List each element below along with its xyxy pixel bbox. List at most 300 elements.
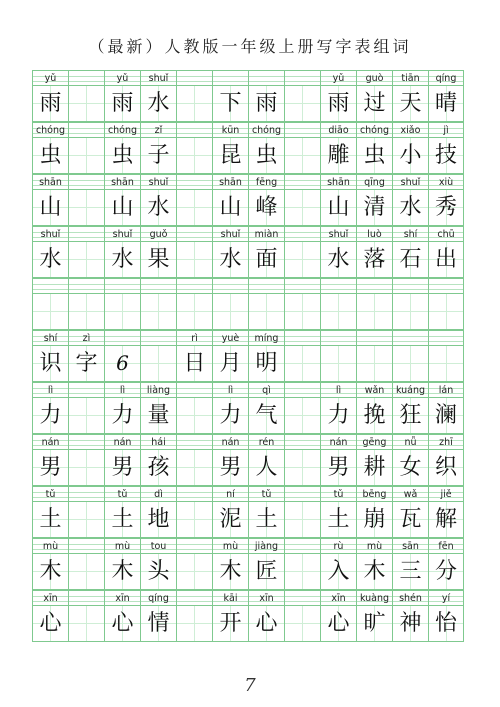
- pinyin-cell: rù: [320, 538, 356, 554]
- character-cell: 心: [248, 606, 284, 642]
- character-cell: 情: [140, 606, 176, 642]
- character-line: [32, 450, 464, 486]
- character-cell: 下: [212, 86, 248, 122]
- pinyin-cell: luò: [356, 226, 392, 242]
- grid-row: [32, 538, 464, 590]
- pinyin-cell: kuàng: [356, 590, 392, 606]
- character-line: [32, 346, 464, 382]
- character-cell: 虫: [356, 138, 392, 174]
- pinyin-cell: yí: [428, 590, 464, 606]
- character-cell: 木: [32, 554, 68, 590]
- character-cell: 果: [140, 242, 176, 278]
- grid-row: [32, 70, 464, 122]
- grid-row: [32, 590, 464, 642]
- pinyin-cell: [68, 122, 104, 138]
- character-cell: 山: [212, 190, 248, 226]
- character-cell: [176, 450, 212, 486]
- character-cell: [176, 86, 212, 122]
- character-cell: [320, 346, 356, 382]
- pinyin-cell: xiǎo: [392, 122, 428, 138]
- pinyin-cell: shén: [392, 590, 428, 606]
- character-cell: 织: [428, 450, 464, 486]
- character-cell: 心: [320, 606, 356, 642]
- character-cell: [356, 294, 392, 330]
- pinyin-cell: [248, 70, 284, 86]
- pinyin-cell: jiě: [428, 486, 464, 502]
- pinyin-cell: guò: [356, 70, 392, 86]
- character-cell: 虫: [32, 138, 68, 174]
- pinyin-cell: [284, 122, 320, 138]
- pinyin-cell: yǔ: [32, 70, 68, 86]
- pinyin-cell: [68, 278, 104, 294]
- character-cell: [248, 294, 284, 330]
- pinyin-cell: [284, 330, 320, 346]
- pinyin-cell: [284, 538, 320, 554]
- pinyin-cell: [212, 278, 248, 294]
- character-line: [32, 554, 464, 590]
- character-cell: [212, 294, 248, 330]
- pinyin-cell: shān: [32, 174, 68, 190]
- pinyin-cell: [68, 226, 104, 242]
- character-cell: 男: [104, 450, 140, 486]
- pinyin-line: [32, 174, 464, 190]
- pinyin-cell: shān: [320, 174, 356, 190]
- character-cell: [32, 294, 68, 330]
- pinyin-cell: tǔ: [104, 486, 140, 502]
- character-cell: 土: [320, 502, 356, 538]
- pinyin-cell: [284, 278, 320, 294]
- character-cell: 狂: [392, 398, 428, 434]
- pinyin-cell: sān: [392, 538, 428, 554]
- pinyin-line: [32, 486, 464, 502]
- character-cell: 神: [392, 606, 428, 642]
- pinyin-line: [32, 590, 464, 606]
- character-cell: [176, 502, 212, 538]
- pinyin-cell: [428, 330, 464, 346]
- character-line: [32, 242, 464, 278]
- pinyin-cell: xīn: [248, 590, 284, 606]
- pinyin-cell: lì: [320, 382, 356, 398]
- character-cell: 水: [392, 190, 428, 226]
- character-cell: [68, 138, 104, 174]
- pinyin-cell: shí: [32, 330, 68, 346]
- character-cell: [284, 138, 320, 174]
- character-cell: 量: [140, 398, 176, 434]
- character-cell: 木: [104, 554, 140, 590]
- pinyin-cell: [284, 382, 320, 398]
- pinyin-cell: nǚ: [392, 434, 428, 450]
- pinyin-line: [32, 226, 464, 242]
- character-cell: [284, 346, 320, 382]
- grid-row: [32, 122, 464, 174]
- pinyin-cell: mù: [212, 538, 248, 554]
- character-line: [32, 606, 464, 642]
- character-line: [32, 190, 464, 226]
- character-cell: 技: [428, 138, 464, 174]
- pinyin-line: [32, 330, 464, 346]
- character-cell: 峰: [248, 190, 284, 226]
- character-cell: 出: [428, 242, 464, 278]
- character-cell: [176, 242, 212, 278]
- character-cell: 女: [392, 450, 428, 486]
- character-cell: 水: [32, 242, 68, 278]
- character-cell: [176, 398, 212, 434]
- character-line: [32, 398, 464, 434]
- grid-row: [32, 382, 464, 434]
- character-cell: [104, 294, 140, 330]
- character-cell: 解: [428, 502, 464, 538]
- character-cell: 入: [320, 554, 356, 590]
- character-cell: 水: [104, 242, 140, 278]
- character-cell: [68, 502, 104, 538]
- pinyin-cell: tǔ: [320, 486, 356, 502]
- pinyin-cell: mù: [356, 538, 392, 554]
- character-cell: [176, 190, 212, 226]
- pinyin-cell: zì: [68, 330, 104, 346]
- pinyin-cell: [356, 278, 392, 294]
- pinyin-cell: shuǐ: [320, 226, 356, 242]
- pinyin-cell: guǒ: [140, 226, 176, 242]
- character-cell: 水: [140, 190, 176, 226]
- character-cell: 三: [392, 554, 428, 590]
- character-cell: [284, 398, 320, 434]
- character-cell: 男: [320, 450, 356, 486]
- pinyin-cell: [320, 278, 356, 294]
- character-cell: 过: [356, 86, 392, 122]
- pinyin-cell: liàng: [140, 382, 176, 398]
- character-cell: 落: [356, 242, 392, 278]
- grid-row: [32, 174, 464, 226]
- character-cell: 6: [104, 346, 140, 382]
- character-cell: [284, 86, 320, 122]
- character-cell: 雨: [32, 86, 68, 122]
- grid-row: [32, 330, 464, 382]
- pinyin-cell: kūn: [212, 122, 248, 138]
- pinyin-cell: [104, 278, 140, 294]
- pinyin-cell: xīn: [104, 590, 140, 606]
- pinyin-cell: chóng: [356, 122, 392, 138]
- character-cell: 昆: [212, 138, 248, 174]
- character-cell: 头: [140, 554, 176, 590]
- pinyin-cell: qì: [248, 382, 284, 398]
- pinyin-cell: jiàng: [248, 538, 284, 554]
- character-cell: 旷: [356, 606, 392, 642]
- pinyin-cell: zhī: [428, 434, 464, 450]
- pinyin-cell: [176, 278, 212, 294]
- pinyin-cell: qíng: [140, 590, 176, 606]
- character-cell: [140, 346, 176, 382]
- pinyin-cell: [320, 330, 356, 346]
- pinyin-line: [32, 122, 464, 138]
- pinyin-cell: nán: [32, 434, 68, 450]
- character-cell: 怡: [428, 606, 464, 642]
- pinyin-cell: chóng: [32, 122, 68, 138]
- character-line: [32, 502, 464, 538]
- pinyin-cell: xiù: [428, 174, 464, 190]
- character-cell: 雨: [104, 86, 140, 122]
- pinyin-cell: wǎn: [356, 382, 392, 398]
- character-cell: 气: [248, 398, 284, 434]
- character-cell: 男: [32, 450, 68, 486]
- grid-row: [32, 226, 464, 278]
- character-cell: 人: [248, 450, 284, 486]
- pinyin-cell: rén: [248, 434, 284, 450]
- character-cell: [284, 606, 320, 642]
- character-cell: 雕: [320, 138, 356, 174]
- character-cell: 雨: [248, 86, 284, 122]
- pinyin-cell: fēng: [248, 174, 284, 190]
- pinyin-cell: qīng: [356, 174, 392, 190]
- pinyin-cell: [68, 486, 104, 502]
- pinyin-cell: [176, 486, 212, 502]
- pinyin-cell: [212, 70, 248, 86]
- pinyin-cell: tiān: [392, 70, 428, 86]
- character-cell: [140, 294, 176, 330]
- character-cell: [68, 450, 104, 486]
- character-cell: 水: [320, 242, 356, 278]
- pinyin-cell: tou: [140, 538, 176, 554]
- pinyin-cell: [284, 226, 320, 242]
- character-cell: 泥: [212, 502, 248, 538]
- character-cell: 清: [356, 190, 392, 226]
- character-cell: 识: [32, 346, 68, 382]
- character-cell: 石: [392, 242, 428, 278]
- pinyin-cell: [356, 330, 392, 346]
- character-cell: 山: [104, 190, 140, 226]
- character-cell: 崩: [356, 502, 392, 538]
- character-cell: 面: [248, 242, 284, 278]
- pinyin-cell: miàn: [248, 226, 284, 242]
- character-cell: 开: [212, 606, 248, 642]
- pinyin-cell: jì: [428, 122, 464, 138]
- pinyin-cell: míng: [248, 330, 284, 346]
- pinyin-cell: [284, 174, 320, 190]
- character-line: [32, 86, 464, 122]
- character-line: [32, 294, 464, 330]
- pinyin-cell: chóng: [248, 122, 284, 138]
- pinyin-cell: [68, 538, 104, 554]
- character-cell: [428, 346, 464, 382]
- pinyin-cell: shuǐ: [140, 174, 176, 190]
- pinyin-cell: kāi: [212, 590, 248, 606]
- character-cell: [68, 606, 104, 642]
- pinyin-cell: shuǐ: [32, 226, 68, 242]
- character-cell: [284, 450, 320, 486]
- character-cell: 土: [104, 502, 140, 538]
- character-cell: [176, 606, 212, 642]
- character-cell: 小: [392, 138, 428, 174]
- page-title: （最新）人教版一年级上册写字表组词: [88, 37, 412, 56]
- character-cell: 月: [212, 346, 248, 382]
- pinyin-cell: nán: [320, 434, 356, 450]
- character-cell: [176, 138, 212, 174]
- character-cell: 水: [212, 242, 248, 278]
- pinyin-cell: [176, 70, 212, 86]
- pinyin-cell: wǎ: [392, 486, 428, 502]
- character-cell: 明: [248, 346, 284, 382]
- pinyin-cell: [32, 278, 68, 294]
- pinyin-line: [32, 538, 464, 554]
- pinyin-cell: [284, 486, 320, 502]
- character-cell: 心: [104, 606, 140, 642]
- pinyin-cell: [284, 434, 320, 450]
- pinyin-cell: mù: [32, 538, 68, 554]
- pinyin-cell: [68, 70, 104, 86]
- pinyin-cell: [176, 174, 212, 190]
- character-cell: [320, 294, 356, 330]
- pinyin-line: [32, 434, 464, 450]
- character-cell: 日: [176, 346, 212, 382]
- pinyin-cell: diāo: [320, 122, 356, 138]
- pinyin-cell: mù: [104, 538, 140, 554]
- pinyin-cell: [176, 538, 212, 554]
- pinyin-cell: [284, 70, 320, 86]
- pinyin-cell: zǐ: [140, 122, 176, 138]
- pinyin-cell: bēng: [356, 486, 392, 502]
- pinyin-cell: lì: [212, 382, 248, 398]
- character-cell: [392, 346, 428, 382]
- pinyin-cell: ní: [212, 486, 248, 502]
- pinyin-cell: shuǐ: [104, 226, 140, 242]
- pinyin-cell: tǔ: [32, 486, 68, 502]
- pinyin-cell: gēng: [356, 434, 392, 450]
- pinyin-cell: [68, 382, 104, 398]
- character-cell: [68, 86, 104, 122]
- character-cell: 地: [140, 502, 176, 538]
- character-cell: 木: [212, 554, 248, 590]
- character-cell: [68, 242, 104, 278]
- pinyin-cell: dì: [140, 486, 176, 502]
- pinyin-cell: [284, 590, 320, 606]
- pinyin-cell: [140, 330, 176, 346]
- character-cell: [284, 190, 320, 226]
- pinyin-cell: [392, 278, 428, 294]
- pinyin-cell: rì: [176, 330, 212, 346]
- pinyin-cell: fēn: [428, 538, 464, 554]
- character-cell: [68, 190, 104, 226]
- pinyin-cell: yuè: [212, 330, 248, 346]
- character-cell: [68, 398, 104, 434]
- pinyin-cell: qíng: [428, 70, 464, 86]
- character-cell: [284, 242, 320, 278]
- pinyin-cell: yǔ: [104, 70, 140, 86]
- pinyin-cell: xīn: [320, 590, 356, 606]
- character-cell: [176, 294, 212, 330]
- pinyin-cell: shí: [392, 226, 428, 242]
- character-cell: [356, 346, 392, 382]
- pinyin-cell: nán: [212, 434, 248, 450]
- character-cell: [284, 502, 320, 538]
- character-cell: 虫: [248, 138, 284, 174]
- pinyin-cell: [176, 434, 212, 450]
- character-cell: [176, 554, 212, 590]
- character-cell: 子: [140, 138, 176, 174]
- pinyin-cell: chū: [428, 226, 464, 242]
- character-cell: 孩: [140, 450, 176, 486]
- character-cell: 土: [32, 502, 68, 538]
- pinyin-cell: lì: [32, 382, 68, 398]
- pinyin-cell: [248, 278, 284, 294]
- pinyin-cell: [140, 278, 176, 294]
- character-cell: [284, 294, 320, 330]
- character-line: [32, 138, 464, 174]
- character-cell: [284, 554, 320, 590]
- character-cell: 澜: [428, 398, 464, 434]
- character-cell: 男: [212, 450, 248, 486]
- pinyin-cell: lán: [428, 382, 464, 398]
- pinyin-cell: [392, 330, 428, 346]
- character-cell: 字: [68, 346, 104, 382]
- character-cell: 土: [248, 502, 284, 538]
- pinyin-cell: [428, 278, 464, 294]
- pinyin-cell: xīn: [32, 590, 68, 606]
- character-cell: [428, 294, 464, 330]
- page-number: 7: [244, 675, 256, 696]
- character-cell: [68, 294, 104, 330]
- pinyin-cell: [176, 122, 212, 138]
- character-cell: 力: [212, 398, 248, 434]
- pinyin-cell: [176, 226, 212, 242]
- character-cell: 木: [356, 554, 392, 590]
- character-cell: 虫: [104, 138, 140, 174]
- character-cell: 力: [320, 398, 356, 434]
- pinyin-cell: shuǐ: [140, 70, 176, 86]
- pinyin-cell: [68, 434, 104, 450]
- pinyin-cell: [68, 174, 104, 190]
- character-cell: 力: [32, 398, 68, 434]
- grid-row: [32, 486, 464, 538]
- character-cell: 山: [32, 190, 68, 226]
- pinyin-cell: lì: [104, 382, 140, 398]
- character-cell: 秀: [428, 190, 464, 226]
- character-cell: 晴: [428, 86, 464, 122]
- pinyin-cell: shān: [212, 174, 248, 190]
- grid-row: [32, 278, 464, 330]
- character-cell: 瓦: [392, 502, 428, 538]
- character-cell: 挽: [356, 398, 392, 434]
- pinyin-cell: [176, 382, 212, 398]
- character-cell: 分: [428, 554, 464, 590]
- grid-row: [32, 434, 464, 486]
- pinyin-line: [32, 278, 464, 294]
- pinyin-cell: nán: [104, 434, 140, 450]
- pinyin-cell: yǔ: [320, 70, 356, 86]
- character-cell: 匠: [248, 554, 284, 590]
- character-cell: 力: [104, 398, 140, 434]
- character-cell: [392, 294, 428, 330]
- pinyin-cell: tǔ: [248, 486, 284, 502]
- pinyin-cell: shān: [104, 174, 140, 190]
- character-cell: 雨: [320, 86, 356, 122]
- pinyin-cell: kuáng: [392, 382, 428, 398]
- pinyin-line: [32, 70, 464, 86]
- pinyin-line: [32, 382, 464, 398]
- writing-grid: [32, 70, 464, 642]
- pinyin-cell: [176, 590, 212, 606]
- character-cell: 天: [392, 86, 428, 122]
- character-cell: 耕: [356, 450, 392, 486]
- character-cell: [68, 554, 104, 590]
- pinyin-cell: shuǐ: [212, 226, 248, 242]
- pinyin-cell: [104, 330, 140, 346]
- character-cell: 水: [140, 86, 176, 122]
- pinyin-cell: [68, 590, 104, 606]
- character-cell: 山: [320, 190, 356, 226]
- pinyin-cell: chóng: [104, 122, 140, 138]
- character-cell: 心: [32, 606, 68, 642]
- pinyin-cell: hái: [140, 434, 176, 450]
- pinyin-cell: shuǐ: [392, 174, 428, 190]
